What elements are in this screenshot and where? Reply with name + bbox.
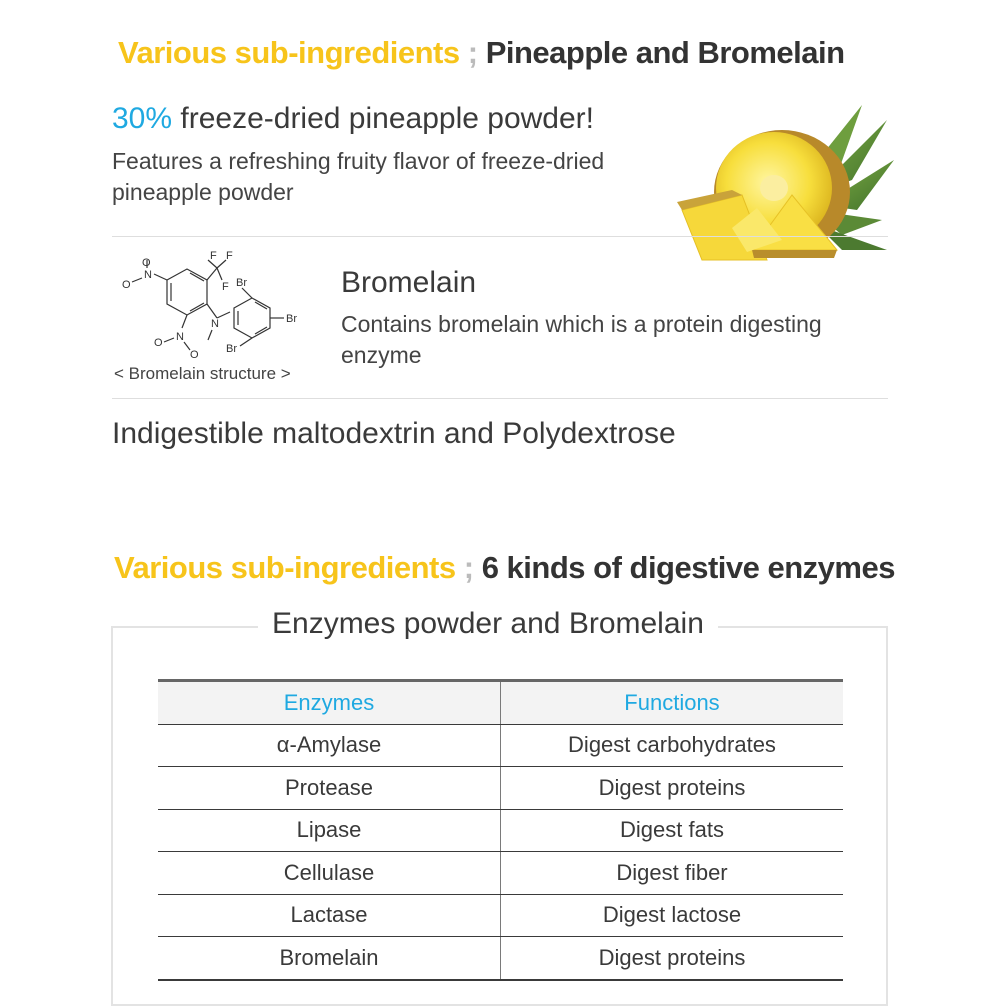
label-n-amine: N <box>211 318 219 330</box>
section2-heading-prefix: Various sub-ingredients <box>114 550 456 585</box>
header-functions: Functions <box>501 681 844 725</box>
table-row <box>158 767 843 810</box>
header-enzymes: Enzymes <box>158 681 501 725</box>
enzyme-cell: Cellulase <box>158 852 501 895</box>
label-o-minus-2: O <box>190 349 199 361</box>
function-cell: Digest proteins <box>501 767 844 810</box>
label-f3: F <box>222 281 229 293</box>
enzyme-cell: α-Amylase <box>158 724 501 767</box>
bromelain-description: Contains bromelain which is a protein digesting enzyme <box>341 311 822 368</box>
label-br2: Br <box>286 313 297 325</box>
label-f1: F <box>210 250 217 262</box>
label-n-nitro-2: N <box>176 331 184 343</box>
enzymes-table <box>158 679 843 981</box>
section1-heading-prefix: Various sub-ingredients <box>118 35 460 70</box>
label-br3: Br <box>226 343 237 355</box>
table-row <box>158 894 843 937</box>
table-row <box>158 937 843 980</box>
label-o-minus-1: O <box>122 279 131 291</box>
enzyme-cell: Lipase <box>158 809 501 852</box>
section1-heading-suffix: Pineapple and Bromelain <box>485 35 845 70</box>
function-cell: Digest fats <box>501 809 844 852</box>
divider-2 <box>112 398 888 399</box>
table-header-row <box>158 681 843 725</box>
pineapple-percent: 30% <box>112 102 173 135</box>
function-cell: Digest fiber <box>501 852 844 895</box>
bromelain-title: Bromelain <box>341 266 477 299</box>
bromelain-structure-diagram <box>112 250 312 362</box>
function-cell: Digest proteins <box>501 937 844 980</box>
divider-1 <box>112 236 888 237</box>
label-br1: Br <box>236 277 247 289</box>
section1-heading-separator: ; <box>467 35 478 70</box>
maltodextrin-title: Indigestible maltodextrin and Polydextrose <box>112 417 676 450</box>
enzyme-cell: Lactase <box>158 894 501 937</box>
table-row <box>158 724 843 767</box>
enzymes-box-title: Enzymes powder and Bromelain <box>258 607 718 641</box>
label-o2: O <box>154 337 163 349</box>
pineapple-title-text: freeze-dried pineapple powder! <box>180 102 594 135</box>
structure-caption: < Bromelain structure > <box>114 364 291 383</box>
label-f2: F <box>226 250 233 262</box>
pineapple-title <box>112 102 594 136</box>
section2-heading-separator: ; <box>463 550 474 585</box>
table-row <box>158 809 843 852</box>
table-row <box>158 852 843 895</box>
section2-heading-suffix: 6 kinds of digestive enzymes <box>481 550 895 585</box>
function-cell: Digest carbohydrates <box>501 724 844 767</box>
section2-heading <box>114 550 895 586</box>
section1-heading <box>118 35 845 71</box>
pineapple-description: Features a refreshing fruity flavor of freeze-dried pineapple powder <box>112 148 605 205</box>
enzyme-cell: Protease <box>158 767 501 810</box>
pineapple-image <box>672 100 894 270</box>
function-cell: Digest lactose <box>501 894 844 937</box>
enzyme-cell: Bromelain <box>158 937 501 980</box>
label-n-nitro-1: N <box>144 269 152 281</box>
label-o1: O <box>142 257 151 269</box>
